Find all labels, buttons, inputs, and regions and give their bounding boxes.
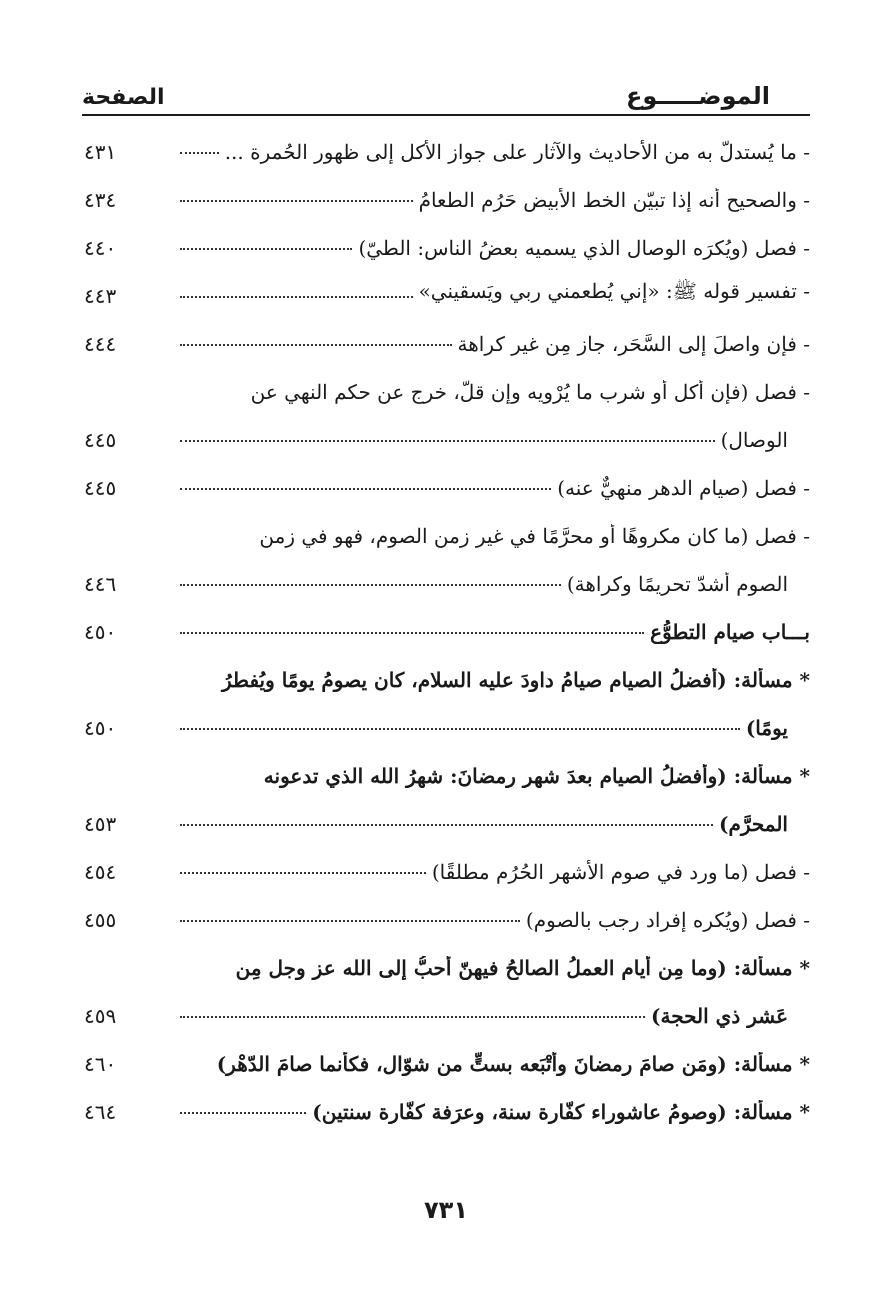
toc-entry[interactable] [82,308,810,356]
chapter-title: بـــاب صيام التطوُّع [650,620,810,644]
dot-leader [180,824,713,826]
toc-entry[interactable] [82,1076,810,1124]
toc-entry-line-1[interactable] [82,644,810,692]
toc-entry-page: ٤٥٣ [84,812,117,836]
toc-entry-title: - فإن واصلَ إلى السَّحَر، جاز مِن غير كراهة [457,332,810,356]
toc-entry-line-2[interactable] [82,980,810,1028]
toc-entry-title-continued: يومًا) [745,716,788,740]
toc-entry-title-continued: الصوم أشدّ تحريمًا وكراهة) [566,572,788,596]
toc-entry-title: - فصل (ما ورد في صوم الأشهر الحُرُم مطلقًا) [431,860,810,884]
dot-leader [180,872,426,874]
toc-entry[interactable] [82,452,810,500]
toc-entry-title: - تفسير قوله ﷺ: «إني يُطعمني ربي ويَسقيني» [418,279,810,303]
toc-entry-page: ٤٦٠ [84,1052,117,1076]
page-number: ٧٣١ [424,1196,468,1224]
toc-entry-line-2[interactable] [82,548,810,596]
toc-entry-page: ٤٤٠ [84,236,117,260]
toc-entry-page: ٤٥٤ [84,860,117,884]
toc-entry[interactable] [82,164,810,212]
toc-entry-title-continued: الوصال) [720,428,788,452]
toc-entry[interactable] [82,884,810,932]
toc-entry-title: * مسألة: (ومَن صامَ رمضانَ وأتْبَعه بستٍّ من شوّال، فكأنما صامَ الدّهْر) [216,1052,810,1076]
toc-entry-line-2[interactable] [82,692,810,740]
toc-chapter-entry[interactable] [82,596,810,644]
toc-entry-line-2[interactable] [82,788,810,836]
dot-leader [180,488,551,490]
toc-entry-page: ٤٥٩ [84,1004,117,1028]
toc-entry-line-1[interactable] [82,932,810,980]
toc-entry-page: ٤٥٠ [84,716,117,740]
toc-entry[interactable] [82,212,810,260]
toc-entry-page: ٤٤٥ [84,428,117,452]
dot-leader [180,296,413,298]
toc-entry-line-1[interactable] [82,740,810,788]
toc-entry-page: ٤٣٤ [84,188,117,212]
toc-entry[interactable] [82,836,810,884]
toc-entry-title: * مسألة: (وما مِن أيامٍ العملُ الصالحُ فيهنّ أحبُّ إلى الله عز وجل مِن [235,956,810,980]
toc-entry-page: ٤٥٠ [84,620,117,644]
page-column-label: الصفحة [82,85,165,110]
toc-entry-title: - فصل (ويُكره إفراد رجب بالصوم) [525,908,810,932]
toc-entry-page: ٤٣١ [84,140,117,164]
toc-entry-line-1[interactable] [82,500,810,548]
dot-leader [180,344,452,346]
toc-entry[interactable] [82,1028,810,1076]
dot-leader [180,920,520,922]
toc-entry-title-continued: عَشر ذي الحجة) [651,1004,788,1028]
dot-leader [180,200,413,202]
dot-leader [180,584,561,586]
table-of-contents [82,116,810,1124]
toc-entry-page: ٤٤٥ [84,476,117,500]
toc-entry-title: - فصل (ما كان مكروهًا أو محرَّمًا في غير زمن الصوم، فهو في زمن [259,524,810,548]
dot-leader [180,1112,306,1114]
dot-leader [180,248,352,250]
toc-entry-title: - فصل (ويُكرَه الوصال الذي يسميه بعضُ الناس: الطيّ) [358,236,810,260]
topic-column-label: الموضـــــوع [625,82,770,110]
toc-entry[interactable] [82,260,810,308]
toc-entry-page: ٤٤٤ [84,332,117,356]
toc-entry-page: ٤٤٦ [84,572,117,596]
toc-entry-title: * مسألة: (أفضلُ الصيامِ صيامُ داودَ عليه السلام، كان يصومُ يومًا ويُفطرُ [222,668,810,692]
toc-entry-title: - والصحيح أنه إذا تبيّن الخط الأبيض حَرُم الطعامُ [418,188,810,212]
toc-entry-title: * مسألة: (وأفضلُ الصيامِ بعدَ شهرِ رمضانَ: شهرُ الله الذي تدعونه [263,764,810,788]
toc-entry-title: - ما يُستدلّ به من الأحاديث والآثار على جواز الأكل إلى ظهور الحُمرة ... [224,140,810,164]
toc-entry[interactable] [82,116,810,164]
toc-entry-line-2[interactable] [82,404,810,452]
toc-entry-title-continued: المحرَّم) [718,812,788,836]
toc-entry-title: - فصل (فإن أكل أو شرب ما يُرْويه وإن قلّ، خرج عن حكم النهي عن [250,380,810,404]
toc-entry-title: - فصل (صيام الدهر منهيٌّ عنه) [557,476,810,500]
dot-leader [180,440,715,442]
toc-header [82,70,810,116]
toc-entry-page: ٤٦٤ [84,1100,117,1124]
dot-leader [180,1016,645,1018]
toc-entry-line-1[interactable] [82,356,810,404]
toc-entry-page: ٤٤٣ [84,284,117,308]
toc-entry-title: * مسألة: (وصومُ عاشوراء كفّارة سنة، وعرَفة كفّارة سنتين) [312,1100,810,1124]
dot-leader [180,728,740,730]
toc-entry-page: ٤٥٥ [84,908,117,932]
dot-leader [180,632,644,634]
dot-leader [180,152,219,154]
